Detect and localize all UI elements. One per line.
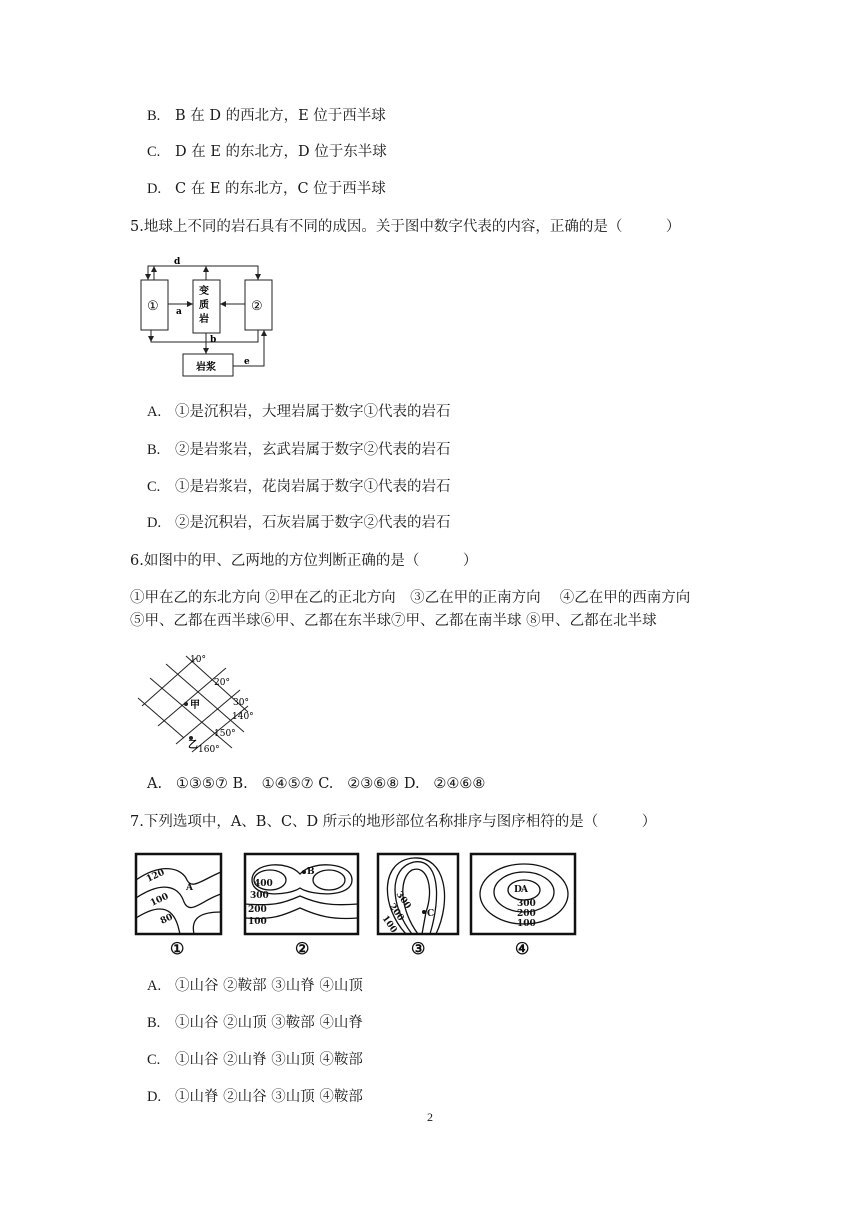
map3-number: ③ — [411, 939, 426, 958]
option-letter: C. — [147, 479, 161, 495]
contour-maps-diagram — [132, 850, 582, 960]
q5-option-d — [147, 513, 451, 533]
option-letter: C. — [147, 144, 161, 160]
q4-option-b — [147, 106, 386, 126]
m1-label-100: 100 — [149, 891, 171, 909]
lon-label-160: 160° — [198, 745, 220, 755]
map3-point-c — [422, 910, 426, 914]
box2-label: ② — [251, 299, 263, 314]
q7-stem: 7.下列选项中，A、B、C、D 所示的地形部位名称排序与图序相符的是（ ） — [130, 814, 657, 830]
label-d: d — [174, 257, 181, 267]
m2-label-400: 400 — [254, 879, 273, 889]
m1-label-80: 80 — [159, 912, 175, 927]
m3-label-c: C — [427, 909, 435, 919]
lat-label-20: 20° — [214, 678, 230, 688]
option-letter: C. — [318, 776, 334, 792]
option-letter: C. — [147, 1052, 161, 1068]
label-b: b — [210, 335, 217, 345]
jia-label: 甲 — [190, 700, 200, 711]
map2-point-b — [302, 870, 306, 874]
map2-number: ② — [295, 939, 310, 958]
label-a: a — [176, 307, 182, 317]
metamorphic-char-3: 岩 — [199, 314, 209, 325]
option-letter: D. — [403, 776, 420, 792]
option-letter: B. — [147, 108, 161, 124]
q7-option-d — [147, 1087, 363, 1107]
m2-label-100: 100 — [248, 917, 267, 927]
option-text: ②③⑥⑧ — [347, 776, 400, 792]
q5-option-b — [147, 440, 451, 460]
q5-stem: 5.地球上不同的岩石具有不同的成因。关于图中数字代表的内容，正确的是（ ） — [130, 219, 681, 235]
option-text: ①是沉积岩，大理岩属于数字①代表的岩石 — [175, 404, 451, 420]
option-letter: D. — [147, 1089, 162, 1105]
m1-label-120: 120 — [145, 867, 167, 885]
q6-stem: 6.如图中的甲、乙两地的方位判断正确的是（ ） — [130, 553, 478, 569]
m4-label-300: 300 — [517, 899, 536, 909]
m3-label-100: 100 — [379, 913, 399, 936]
m2-label-b: B — [307, 867, 315, 877]
m4-label-d: D — [514, 885, 522, 895]
option-text: ①是岩浆岩，花岗岩属于数字①代表的岩石 — [175, 479, 451, 495]
yi-label: 乙 — [188, 740, 198, 751]
map1-number: ① — [170, 939, 185, 958]
m2-label-200: 200 — [248, 905, 267, 915]
m3-label-200: 200 — [386, 901, 406, 924]
m2-label-300: 300 — [250, 891, 269, 901]
m4-label-a: A — [521, 885, 528, 895]
option-letter: D. — [147, 181, 162, 197]
q7-option-a — [147, 976, 363, 996]
option-text: C 在 E 的东北方，C 位于西半球 — [175, 181, 386, 197]
option-letter: B. — [147, 1015, 161, 1031]
option-letter: D. — [147, 515, 162, 531]
q6-statements-1: ①甲在乙的东北方向 ②甲在乙的正北方向 ③乙在甲的正南方向 ④乙在甲的西南方向 — [130, 590, 691, 606]
q6-statements-2: ⑤甲、乙都在西半球⑥甲、乙都在东半球⑦甲、乙都在南半球 ⑧甲、乙都在北半球 — [130, 613, 657, 629]
q4-option-d — [147, 179, 386, 199]
option-text: ①山谷 ②山顶 ③鞍部 ④山脊 — [175, 1015, 363, 1031]
option-letter: B. — [147, 442, 161, 458]
m1-label-a: A — [186, 883, 193, 893]
lon-label-150: 150° — [214, 729, 236, 739]
page-number: 2 — [427, 1110, 433, 1124]
option-text: B 在 D 的西北方，E 位于西半球 — [175, 108, 386, 124]
option-letter: A. — [147, 776, 163, 792]
option-text: ①③⑤⑦ — [175, 776, 228, 792]
option-text: ②是沉积岩，石灰岩属于数字②代表的岩石 — [175, 515, 451, 531]
m4-label-200: 200 — [517, 909, 536, 919]
m4-label-100: 100 — [517, 919, 536, 929]
map1-frame — [136, 854, 221, 934]
map4-number: ④ — [515, 939, 530, 958]
option-text: ②是岩浆岩，玄武岩属于数字②代表的岩石 — [175, 442, 451, 458]
lat-lon-grid-diagram — [136, 648, 266, 756]
option-text: ①山脊 ②山谷 ③山顶 ④鞍部 — [175, 1089, 363, 1105]
q6-options — [147, 774, 485, 794]
option-letter: A. — [147, 978, 162, 994]
q4-option-c — [147, 142, 387, 162]
option-text: ②④⑥⑧ — [433, 776, 486, 792]
q7-option-c — [147, 1050, 363, 1070]
option-letter: B. — [232, 776, 248, 792]
metamorphic-char-2: 质 — [199, 300, 209, 311]
q7-option-b — [147, 1013, 363, 1033]
box1-label: ① — [147, 299, 159, 314]
option-letter: A. — [147, 404, 162, 420]
rock-cycle-diagram — [136, 256, 276, 381]
option-text: ①山谷 ②鞍部 ③山脊 ④山顶 — [175, 978, 363, 994]
q5-option-a — [147, 402, 451, 422]
label-e: e — [244, 357, 250, 367]
q5-option-c — [147, 477, 451, 497]
metamorphic-char-1: 变 — [199, 286, 209, 297]
m3-label-300: 300 — [393, 889, 413, 912]
lat-label-10: 10° — [190, 655, 206, 665]
lat-label-30: 30° — [233, 698, 249, 708]
option-text: ①④⑤⑦ — [261, 776, 314, 792]
magma-label: 岩浆 — [196, 362, 216, 373]
option-text: ①山谷 ②山脊 ③山顶 ④鞍部 — [175, 1052, 363, 1068]
option-text: D 在 E 的东北方，D 位于东半球 — [175, 144, 387, 160]
jia-point — [184, 702, 188, 706]
lon-label-140: 140° — [232, 712, 254, 722]
